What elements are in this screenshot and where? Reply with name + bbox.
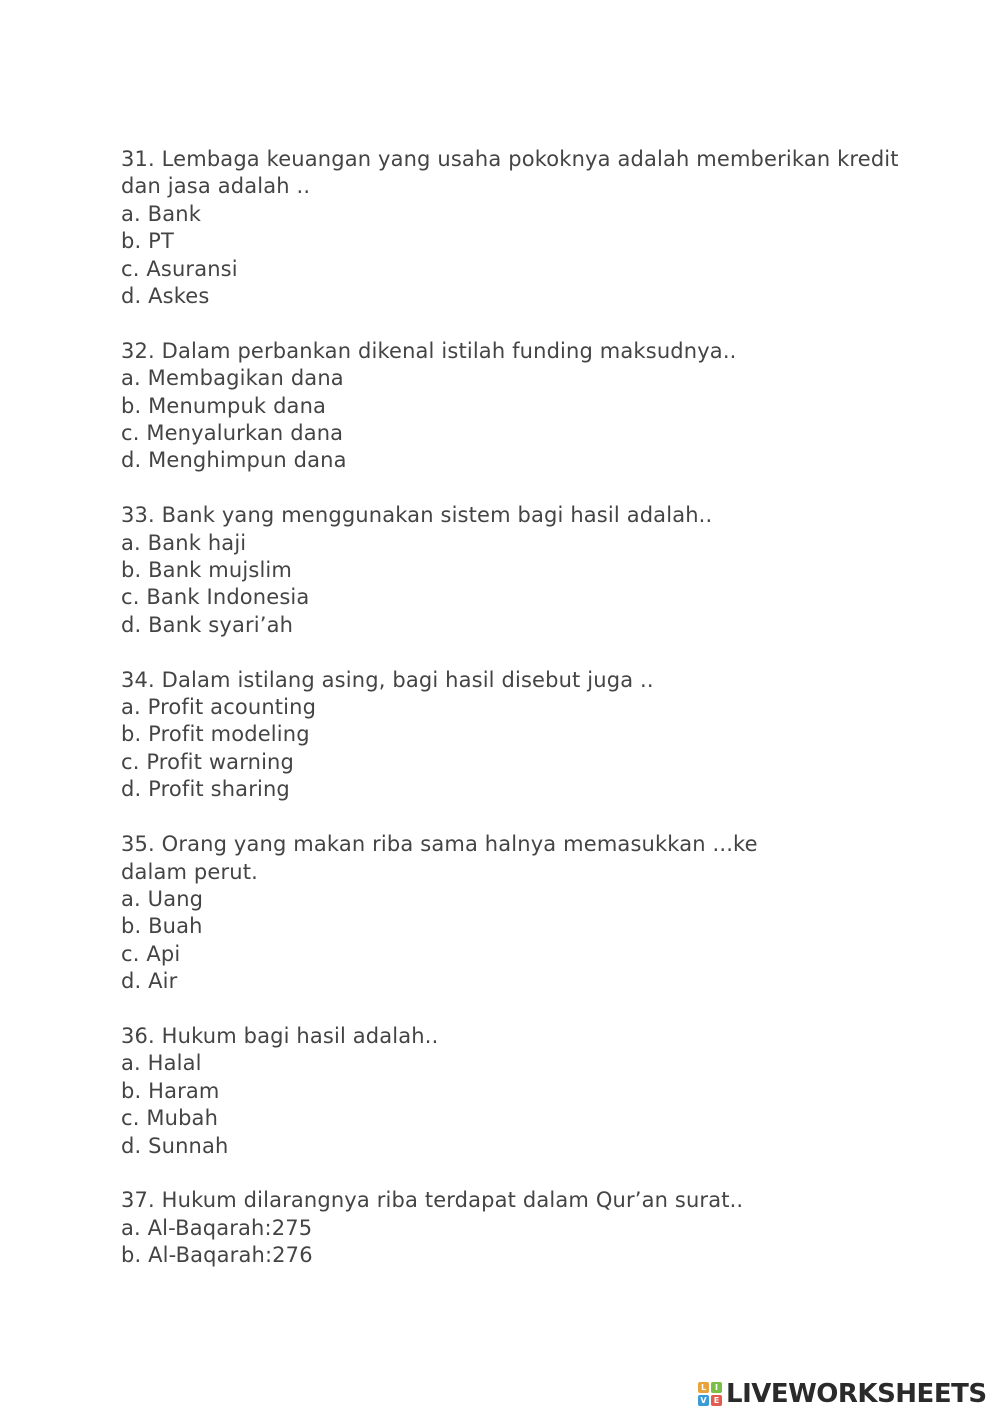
question-37 (121, 1187, 901, 1269)
liveworksheets-logo (698, 1378, 987, 1410)
option-c: c. Bank Indonesia (121, 585, 310, 610)
option-c: c. Menyalurkan dana (121, 421, 344, 446)
option-d: d. Bank syari’ah (121, 612, 294, 637)
option-b: b. Bank mujslim (121, 558, 293, 583)
option-a: a. Uang (121, 886, 204, 911)
logo-tile: I (711, 1382, 722, 1393)
logo-tile: E (711, 1395, 722, 1406)
question-text: 37. Hukum dilarangnya riba terdapat dalam Qur’an surat.. (121, 1188, 744, 1213)
question-text: 34. Dalam istilang asing, bagi hasil disebut juga .. (121, 667, 654, 692)
option-d: d. Askes (121, 284, 210, 309)
question-34 (121, 667, 901, 804)
option-a: a. Al-Baqarah:275 (121, 1215, 313, 1240)
question-33 (121, 502, 901, 639)
option-b: b. Profit modeling (121, 722, 310, 747)
worksheet (121, 146, 901, 1297)
option-d: d. Profit sharing (121, 777, 290, 802)
question-36 (121, 1023, 901, 1160)
option-d: d. Sunnah (121, 1133, 229, 1158)
option-d: d. Menghimpun dana (121, 448, 347, 473)
option-a: a. Membagikan dana (121, 366, 344, 391)
logo-grid-icon (698, 1382, 722, 1406)
option-b: b. PT (121, 229, 174, 254)
brand-name: LIVEWORKSHEETS (726, 1379, 987, 1409)
option-c: c. Api (121, 941, 181, 966)
question-text: 36. Hukum bagi hasil adalah.. (121, 1023, 439, 1048)
logo-tile: L (698, 1382, 709, 1393)
option-a: a. Halal (121, 1051, 202, 1076)
logo-tile: V (698, 1395, 709, 1406)
question-text: 32. Dalam perbankan dikenal istilah funding maksudnya.. (121, 338, 737, 363)
option-c: c. Asuransi (121, 256, 238, 281)
option-a: a. Profit acounting (121, 695, 317, 720)
option-c: c. Profit warning (121, 749, 294, 774)
option-b: b. Buah (121, 914, 203, 939)
option-c: c. Mubah (121, 1106, 219, 1131)
question-text: 33. Bank yang menggunakan sistem bagi hasil adalah.. (121, 503, 713, 528)
option-b: b. Menumpuk dana (121, 393, 327, 418)
question-text: 31. Lembaga keuangan yang usaha pokoknya adalah memberikan kredit dan jasa adalah .. (121, 147, 899, 199)
question-35 (121, 831, 901, 995)
question-32 (121, 338, 901, 475)
option-b: b. Al-Baqarah:276 (121, 1243, 313, 1268)
option-a: a. Bank haji (121, 530, 247, 555)
question-text: 35. Orang yang makan riba sama halnya memasukkan ...ke dalam perut. (121, 832, 758, 884)
option-a: a. Bank (121, 201, 202, 226)
option-b: b. Haram (121, 1078, 220, 1103)
question-31 (121, 146, 901, 310)
option-d: d. Air (121, 969, 178, 994)
